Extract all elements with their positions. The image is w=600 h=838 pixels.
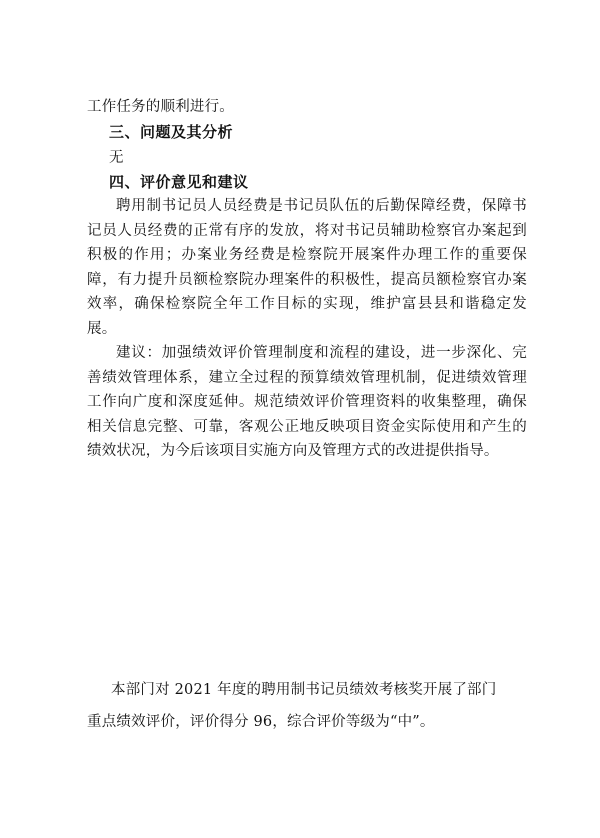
conclusion-line-1: 本部门对 2021 年度的聘用制书记员绩效考核奖开展了部门	[111, 682, 497, 698]
suggestion-paragraph: 建议：加强绩效评价管理制度和流程的建设，进一步深化、完善绩效管理体系，建立全过程的预算绩效管理机制，促进绩效管理工作向广度和深度延伸。规范绩效评价管理资料的收集整理，确保相关信息完整、可靠，客观公正地反映项目资金实际使用和产生的绩效状况，为今后该项目实施方向及管理方式的改进提供指导。	[87, 345, 527, 459]
conclusion-line-2: 重点绩效评价，评价得分 96，综合评价等级为“中”。	[87, 714, 435, 730]
section-3-body: 无	[109, 150, 124, 166]
continuation-line: 工作任务的顺利进行。	[87, 99, 234, 115]
section-4-heading: 四、评价意见和建议	[109, 173, 249, 191]
evaluation-paragraph: 聘用制书记员人员经费是书记员队伍的后勤保障经费，保障书记员人员经费的正常有序的发放，将对书记员辅助检察官办案起到积极的作用；办案业务经费是检察院开展案件办理工作的重要保障，有力提升员额检察院办理案件的积极性，提高员额检察官办案效率，确保检察院全年工作目标的实现，维护富县县和谐稳定发展。	[87, 198, 527, 337]
section-3-heading: 三、问题及其分析	[109, 123, 234, 141]
section-4-body	[87, 194, 527, 464]
